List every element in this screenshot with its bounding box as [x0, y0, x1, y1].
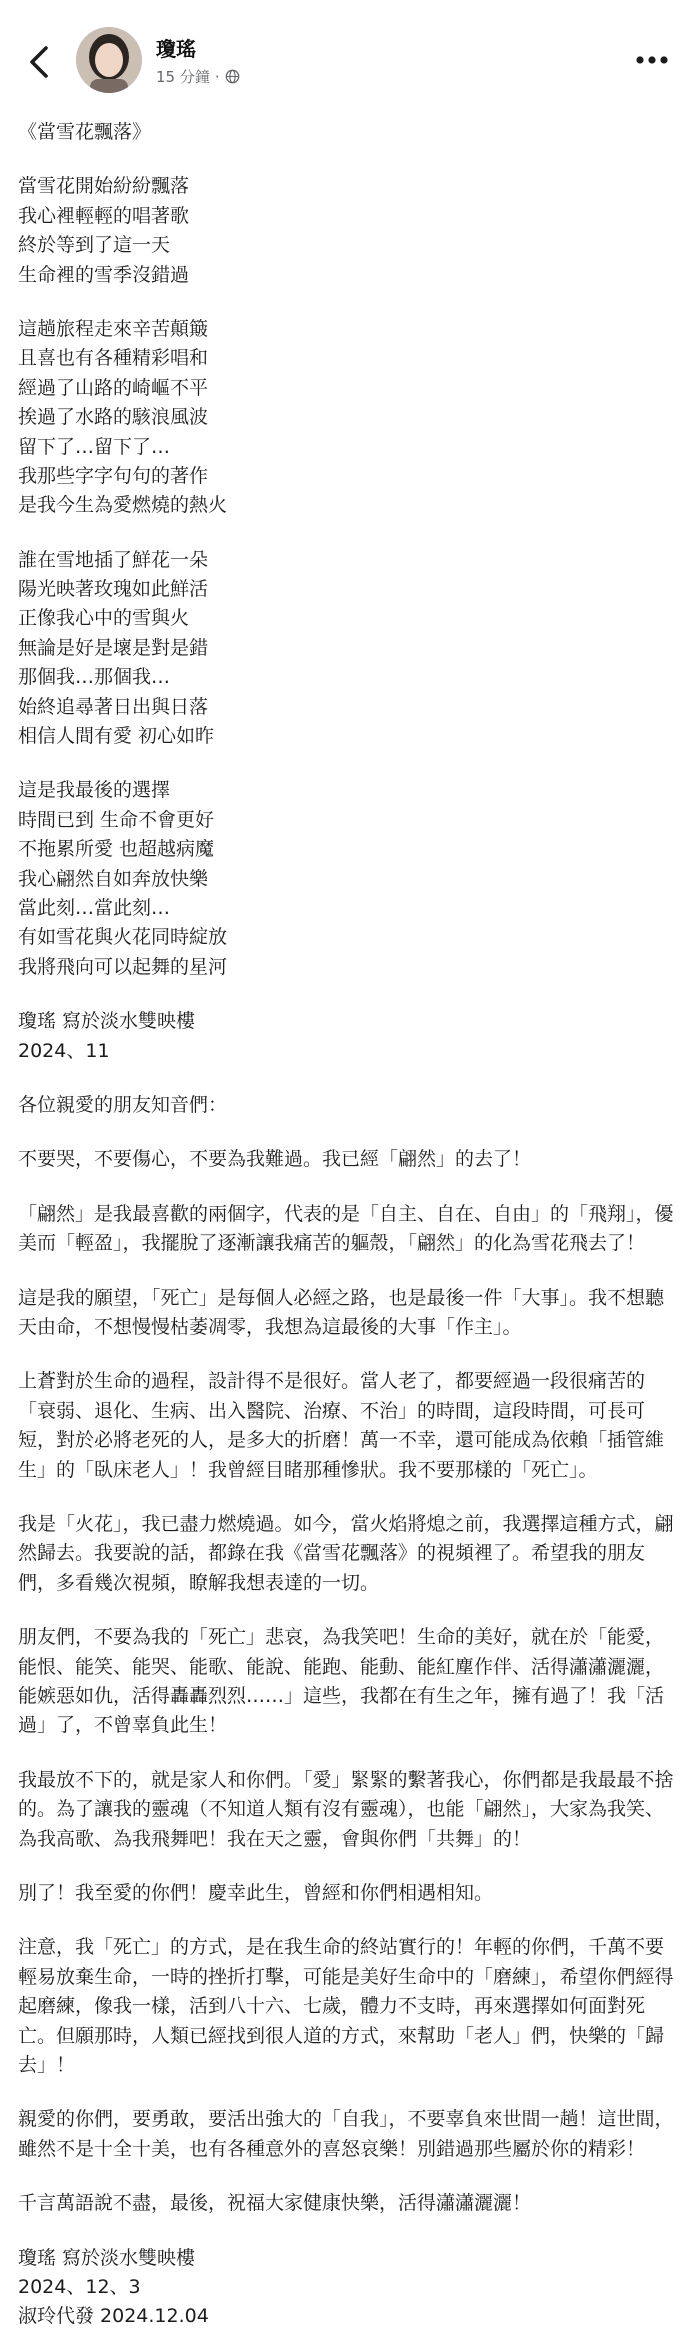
poem-line: 留下了…留下了… — [18, 435, 171, 458]
letter-paragraph: 千言萬語說不盡，最後，祝福大家健康快樂，活得瀟瀟灑灑！ — [18, 2192, 532, 2215]
more-dots-icon[interactable] — [634, 50, 670, 70]
poem-line: 陽光映著玫瑰如此鮮活 — [18, 578, 209, 601]
poem-stanza — [18, 546, 674, 752]
poem-line: 這是我最後的選擇 — [18, 779, 171, 802]
poem-line: 有如雪花與火花同時綻放 — [18, 926, 228, 949]
poem-line: 生命裡的雪季沒錯過 — [18, 263, 190, 286]
avatar[interactable] — [76, 27, 142, 93]
poem-date: 2024、11 — [18, 1039, 110, 1062]
letter-greeting: 各位親愛的朋友知音們： — [18, 1093, 228, 1116]
letter-date: 2024、12、3 — [18, 2276, 141, 2299]
author-name[interactable]: 瓊瑤 — [156, 37, 196, 61]
globe-icon — [225, 69, 240, 84]
letter-paragraph: 親愛的你們，要勇敢，要活出強大的「自我」，不要辜負來世間一趟！這世間，雖然不是十全十美，也有各種意外的喜怒哀樂！別錯過那些屬於你的精彩！ — [18, 2108, 674, 2160]
poem-line: 終於等到了這一天 — [18, 234, 171, 257]
poem-stanza — [18, 776, 674, 982]
letter-paragraph: 不要哭，不要傷心，不要為我難過。我已經「翩然」的去了！ — [18, 1148, 532, 1171]
poem-line: 時間已到 生命不會更好 — [18, 808, 215, 831]
letter-paragraph: 別了！我至愛的你們！慶幸此生，曾經和你們相遇相知。 — [18, 1882, 494, 1905]
post-time[interactable]: 15 分鐘 — [156, 68, 210, 86]
poem-line: 我心翩然自如奔放快樂 — [18, 867, 209, 890]
poem-line: 那個我…那個我… — [18, 666, 171, 689]
poem-line: 這趟旅程走來辛苦顛簸 — [18, 317, 209, 340]
poem-line: 是我今生為愛燃燒的熱火 — [18, 494, 228, 517]
poem-line: 當此刻…當此刻… — [18, 896, 171, 919]
poem-line: 不拖累所愛 也超越病魔 — [18, 838, 215, 861]
poem-line: 誰在雪地插了鮮花一朵 — [18, 548, 209, 571]
letter-paragraph: 上蒼對於生命的過程，設計得不是很好。當人老了，都要經過一段很痛苦的「衰弱、退化、生病、出入醫院、治療、不治」的時間，這段時間，可長可短，對於必將老死的人，是多大的折磨！萬一不幸，還可能成為依賴「插管維生」的「臥床老人」！我曾經目睹那種慘狀。我不要那樣的「死亡」。 — [18, 1370, 665, 1481]
poem-line: 我將飛向可以起舞的星河 — [18, 955, 228, 978]
post-meta — [156, 66, 240, 87]
letter-paragraph: 注意，我「死亡」的方式，是在我生命的終站實行的！年輕的你們，千萬不要輕易放棄生命，一時的挫折打擊，可能是美好生命中的「磨練」，希望你們經得起磨練，像我一樣，活到八十六、七歲，體力不支時，再來選擇如何面對死亡。但願那時，人類已經找到很人道的方式，來幫助「老人」們，快樂的「歸去」！ — [18, 1936, 674, 2077]
poem-line: 我心裡輕輕的唱著歌 — [18, 204, 190, 227]
poem-stanza — [18, 315, 674, 521]
meta-separator: · — [214, 67, 220, 86]
poem-line: 且喜也有各種精彩唱和 — [18, 347, 209, 370]
poem-signature: 瓊瑤 寫於淡水雙映樓 — [18, 1010, 196, 1033]
post-body — [18, 118, 674, 2332]
poem-line: 經過了山路的崎嶇不平 — [18, 376, 209, 399]
back-chevron-icon[interactable] — [22, 42, 58, 82]
poem-title: 《當雪花飄落》 — [18, 121, 152, 143]
poem-line: 正像我心中的雪與火 — [18, 607, 190, 630]
poem-line: 無論是好是壞是對是錯 — [18, 636, 209, 659]
poem-line: 我那些字字句句的著作 — [18, 464, 209, 487]
poem-line: 始終追尋著日出與日落 — [18, 695, 209, 718]
letter-paragraph: 朋友們，不要為我的「死亡」悲哀，為我笑吧！生命的美好，就在於「能愛，能恨、能笑、能哭、能歌、能說、能跑、能動、能紅塵作伴、活得瀟瀟灑灑，能嫉惡如仇，活得轟轟烈烈……」這些，我都在有生之年，擁有過了！我「活過」了，不曾辜負此生！ — [18, 1626, 665, 1737]
poem-stanza — [18, 172, 674, 290]
letter-paragraph: 這是我的願望，「死亡」是每個人必經之路，也是最後一件「大事」。我不想聽天由命，不想慢慢枯萎凋零，我想為這最後的大事「作主」。 — [18, 1286, 665, 1338]
posted-by: 淑玲代發 2024.12.04 — [18, 2305, 209, 2328]
letter-signature: 瓊瑤 寫於淡水雙映樓 — [18, 2246, 196, 2269]
poem-line: 當雪花開始紛紛飄落 — [18, 175, 190, 198]
poem-line: 相信人間有愛 初心如昨 — [18, 725, 215, 748]
poem-line: 挨過了水路的駭浪風波 — [18, 406, 209, 429]
post-header — [0, 0, 690, 120]
letter-paragraph: 我是「火花」，我已盡力燃燒過。如今，當火焰將熄之前，我選擇這種方式，翩然歸去。我要說的話，都錄在我《當雪花飄落》的視頻裡了。希望我的朋友們，多看幾次視頻，瞭解我想表達的一切。 — [18, 1512, 674, 1594]
letter-paragraph: 「翩然」是我最喜歡的兩個字，代表的是「自主、自在、自由」的「飛翔」，優美而「輕盈」，我擺脫了逐漸讓我痛苦的軀殼，「翩然」的化為雪花飛去了！ — [18, 1202, 674, 1255]
letter-paragraph: 我最放不下的，就是家人和你們。「愛」緊緊的繫著我心，你們都是我最最不捨的。為了讓我的靈魂（不知道人類有沒有靈魂），也能「翩然」，大家為我笑、為我高歌、為我飛舞吧！我在天之靈，會與你們「共舞」的！ — [18, 1768, 674, 1850]
